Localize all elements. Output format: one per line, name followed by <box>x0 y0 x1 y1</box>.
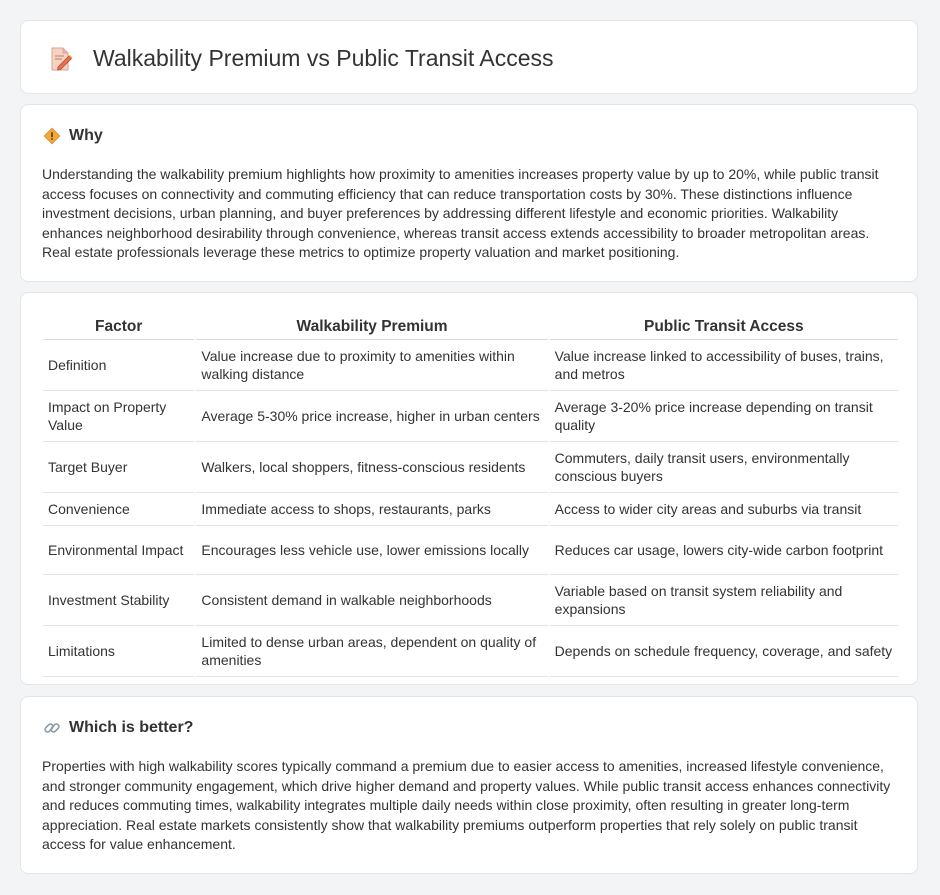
why-title: Why <box>69 127 103 144</box>
factor-cell: Limitations <box>43 626 195 677</box>
diamond-warning-icon <box>43 127 61 145</box>
transit-cell: Commuters, daily transit users, environmentally conscious buyers <box>549 442 898 493</box>
table-row <box>43 626 898 677</box>
better-title: Which is better? <box>69 719 194 736</box>
walkability-cell: Encourages less vehicle use, lower emissions locally <box>195 526 548 575</box>
table-row <box>43 575 898 626</box>
table-header-row <box>43 316 898 340</box>
factor-cell: Convenience <box>43 493 195 526</box>
header-walkability: Walkability Premium <box>195 316 548 340</box>
walkability-cell: Average 5-30% price increase, higher in urban centers <box>195 391 548 442</box>
transit-cell: Variable based on transit system reliability and expansions <box>549 575 898 626</box>
which-is-better-section <box>20 696 918 874</box>
better-body: Properties with high walkability scores typically command a premium due to easier access to amenities, increased lifestyle convenience, and stronger community engagement, which drive higher demand and property values. While public transit access enhances connectivity and reduces commuting times, walkability integrates multiple daily needs within close proximity, often resulting in greater long-term appreciation. Real estate markets consistently show that walkability premiums outperform properties that rely solely on public transit access for value enhancement. <box>42 758 891 852</box>
why-section <box>20 104 918 282</box>
transit-cell: Access to wider city areas and suburbs via transit <box>549 493 898 526</box>
comparison-table <box>43 316 898 677</box>
why-heading <box>43 127 103 145</box>
table-row <box>43 526 898 575</box>
comparison-card <box>20 292 918 685</box>
table-row <box>43 493 898 526</box>
transit-cell: Depends on schedule frequency, coverage, and safety <box>549 626 898 677</box>
header-card <box>20 20 918 94</box>
walkability-cell: Consistent demand in walkable neighborhoods <box>195 575 548 626</box>
walkability-cell: Limited to dense urban areas, dependent on quality of amenities <box>195 626 548 677</box>
page-title: Walkability Premium vs Public Transit Access <box>93 45 554 71</box>
factor-cell: Target Buyer <box>43 442 195 493</box>
header-factor: Factor <box>43 316 195 340</box>
factor-cell: Investment Stability <box>43 575 195 626</box>
transit-cell: Value increase linked to accessibility of buses, trains, and metros <box>549 340 898 391</box>
walkability-cell: Walkers, local shoppers, fitness-conscious residents <box>195 442 548 493</box>
title-row <box>47 45 554 72</box>
table-row <box>43 442 898 493</box>
header-transit: Public Transit Access <box>549 316 898 340</box>
factor-cell: Environmental Impact <box>43 526 195 575</box>
transit-cell: Average 3-20% price increase depending on transit quality <box>549 391 898 442</box>
walkability-cell: Immediate access to shops, restaurants, parks <box>195 493 548 526</box>
document-pencil-icon <box>47 46 73 72</box>
better-heading <box>43 719 193 737</box>
link-icon <box>43 719 61 737</box>
factor-cell: Definition <box>43 340 195 391</box>
table-row <box>43 340 898 391</box>
table-row <box>43 391 898 442</box>
factor-cell: Impact on Property Value <box>43 391 195 442</box>
why-body: Understanding the walkability premium highlights how proximity to amenities increases property value by up to 20%, while public transit access focuses on connectivity and commuting efficiency that can reduce transportation costs by 30%. These distinctions influence investment decisions, urban planning, and buyer preferences by addressing different lifestyle and economic priorities. Walkability enhances neighborhood desirability through convenience, whereas transit access extends accessibility to broader metropolitan areas. Real estate professionals leverage these metrics to optimize property valuation and market positioning. <box>42 166 879 260</box>
walkability-cell: Value increase due to proximity to amenities within walking distance <box>195 340 548 391</box>
transit-cell: Reduces car usage, lowers city-wide carbon footprint <box>549 526 898 575</box>
